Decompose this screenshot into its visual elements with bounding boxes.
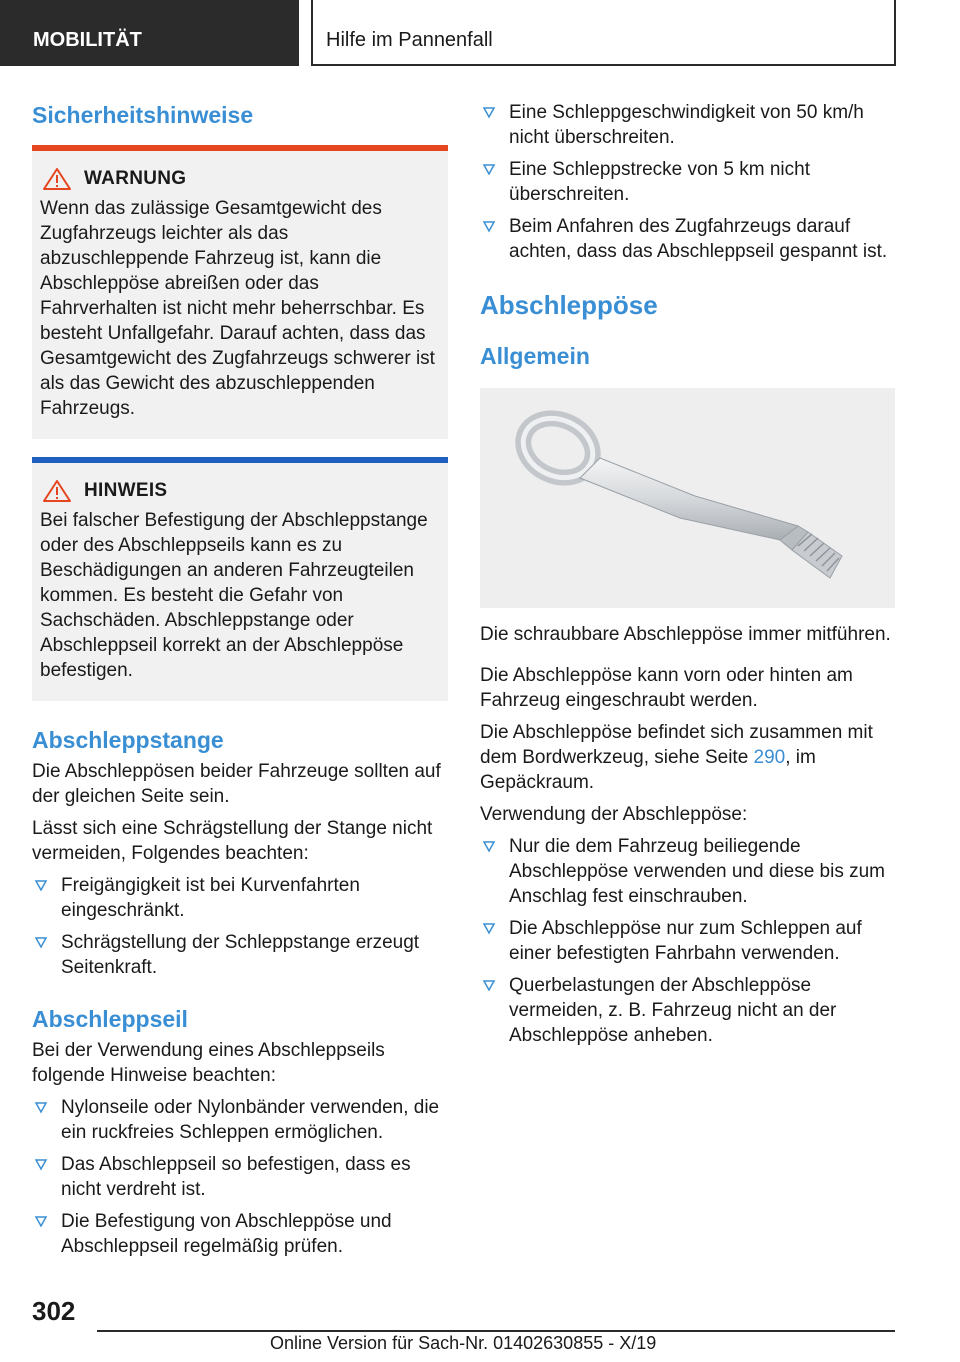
warning-triangle-icon bbox=[42, 479, 72, 503]
triangle-bullet-icon bbox=[482, 102, 496, 122]
footer-divider bbox=[97, 1330, 895, 1332]
triangle-bullet-icon bbox=[482, 159, 496, 179]
tow-rope-paragraph-1: Bei der Verwendung eines Abschleppseils folgende Hinweise beachten: bbox=[32, 1040, 385, 1086]
header-section: MOBILITÄT bbox=[0, 0, 299, 66]
triangle-bullet-icon bbox=[34, 1211, 48, 1231]
list-item: Beim Anfahren des Zugfahrzeugs darauf achten, dass das Abschleppseil gespannt ist. bbox=[480, 214, 896, 264]
section-title-tow-eye: Abschleppöse bbox=[480, 290, 658, 320]
list-item: Eine Schleppgeschwindigkeit von 50 km/h nicht überschreiten. bbox=[480, 100, 896, 150]
footer-version-text: Online Version für Sach-Nr. 01402630855 - X/19 bbox=[270, 1333, 657, 1353]
tow-eye-illustration bbox=[480, 388, 895, 608]
list-item: Die Abschleppöse nur zum Schleppen auf einer befestigten Fahrbahn verwenden. bbox=[480, 916, 896, 966]
tow-eye-paragraph-3: Verwendung der Abschleppöse: bbox=[480, 804, 748, 825]
warning-triangle-icon bbox=[42, 167, 72, 191]
warning-text: Wenn das zulässige Gesamtgewicht des Zugfahrzeugs leichter als das abzuschleppende Fahrzeug ist, kann die Abschleppöse abreißen oder das Fahrverhalten ist nicht mehr beherrschbar. Es besteht Unfallgefahr. Darauf achten, dass das Gesamtgewicht des Zugfahrzeugs schwerer ist als das Gewicht des abzuschleppenden Fahrzeugs. bbox=[40, 198, 435, 419]
tow-eye-image bbox=[480, 388, 895, 608]
warning-box bbox=[32, 145, 448, 439]
right-column bbox=[480, 100, 896, 1056]
tow-eye-paragraph-2: Die Abschleppöse befindet sich zusammen mit dem Bordwerkzeug, siehe Seite 290, im Gepäckraum. bbox=[480, 722, 873, 793]
triangle-bullet-icon bbox=[34, 875, 48, 895]
list-item: Nylonseile oder Nylonbänder verwenden, die ein ruckfreies Schleppen ermöglichen. bbox=[32, 1095, 448, 1145]
tow-eye-paragraph-1: Die Abschleppöse kann vorn oder hinten am Fahrzeug eingeschraubt werden. bbox=[480, 665, 853, 711]
subtitle-general: Allgemein bbox=[480, 343, 590, 369]
header-chapter: Hilfe im Pannenfall bbox=[311, 0, 896, 66]
left-column bbox=[32, 100, 448, 1267]
section-title-safety: Sicherheitshinweise bbox=[32, 102, 254, 128]
subtitle-tow-bar: Abschleppstange bbox=[32, 727, 224, 753]
towing-limits-list bbox=[480, 100, 896, 264]
triangle-bullet-icon bbox=[34, 932, 48, 952]
notice-box bbox=[32, 457, 448, 701]
list-item: Die Befestigung von Abschleppöse und Abschleppseil regelmäßig prüfen. bbox=[32, 1209, 448, 1259]
notice-text: Bei falscher Befestigung der Abschleppstange oder des Abschleppseils kann es zu Beschädigungen an anderen Fahrzeugteilen kommen. Es besteht die Gefahr von Sachschäden. Abschleppstange oder Abschleppseil korrekt an der Abschleppöse befestigen. bbox=[40, 510, 428, 681]
list-item: Schrägstellung der Schleppstange erzeugt Seitenkraft. bbox=[32, 930, 448, 980]
list-item: Nur die dem Fahrzeug beiliegende Abschleppöse verwenden und diese bis zum Anschlag fest einschrauben. bbox=[480, 834, 896, 909]
tow-rope-list bbox=[32, 1095, 448, 1259]
list-item: Eine Schleppstrecke von 5 km nicht überschreiten. bbox=[480, 157, 896, 207]
triangle-bullet-icon bbox=[482, 836, 496, 856]
triangle-bullet-icon bbox=[482, 918, 496, 938]
notice-label: HINWEIS bbox=[84, 480, 168, 501]
page-header bbox=[0, 0, 960, 66]
list-item: Das Abschleppseil so befestigen, dass es nicht verdreht ist. bbox=[32, 1152, 448, 1202]
triangle-bullet-icon bbox=[34, 1154, 48, 1174]
page-number: 302 bbox=[32, 1296, 76, 1326]
triangle-bullet-icon bbox=[482, 975, 496, 995]
triangle-bullet-icon bbox=[34, 1097, 48, 1117]
figure-caption: Die schraubbare Abschleppöse immer mitführen. bbox=[480, 624, 891, 645]
warning-label: WARNUNG bbox=[84, 168, 187, 189]
subtitle-tow-rope: Abschleppseil bbox=[32, 1006, 188, 1032]
tow-bar-list bbox=[32, 873, 448, 980]
tow-bar-paragraph-1: Die Abschleppösen beider Fahrzeuge sollten auf der gleichen Seite sein. bbox=[32, 761, 441, 807]
tow-eye-usage-list bbox=[480, 834, 896, 1048]
triangle-bullet-icon bbox=[482, 216, 496, 236]
list-item: Querbelastungen der Abschleppöse vermeiden, z. B. Fahrzeug nicht an der Abschleppöse anheben. bbox=[480, 973, 896, 1048]
tow-bar-paragraph-2: Lässt sich eine Schrägstellung der Stange nicht vermeiden, Folgendes beachten: bbox=[32, 818, 433, 864]
page-reference-link[interactable]: 290 bbox=[753, 747, 786, 768]
list-item: Freigängigkeit ist bei Kurvenfahrten eingeschränkt. bbox=[32, 873, 448, 923]
